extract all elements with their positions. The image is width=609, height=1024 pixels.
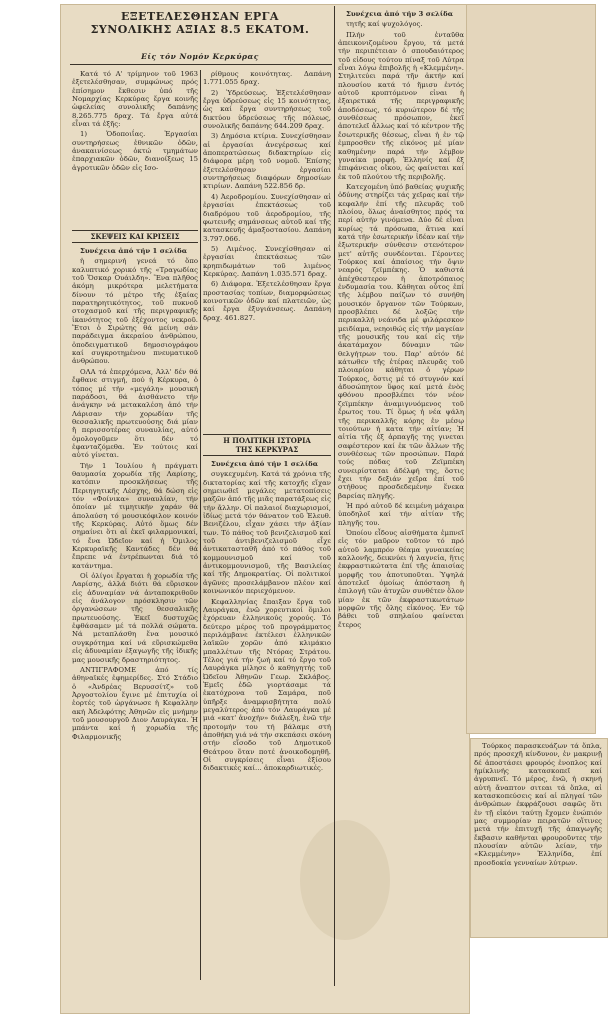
- article-paragraph: ρίθμους κοινότητας. Δαπάνη 1.771.055 δραχ.: [203, 70, 331, 87]
- section-heading: ΣΚΕΨΕΙΣ ΚΑΙ ΚΡΙΣΕΙΣ: [72, 230, 198, 243]
- headline-line-2: ΣΥΝΟΛΙΚΗΣ ΑΞΙΑΣ 8.5 ΕΚΑΤΟΜ.: [90, 23, 310, 36]
- article-paragraph: 6) Διάφορα. Ἐξετελέσθησαν ἔργα προστασίας τοπίων, διαμορφώσεως κοινοτικῶν ὁδῶν καί πλατειῶν, ὡς καί ἔργα ἐξυγιάνσεως. Δαπάνη δραχ. 461.827.: [203, 280, 331, 322]
- article-paragraph: ΑΝΤΙΓΡΑΦΟΜΕ ἀπό τίς ἀθηναϊκές ἐφημερίδες. Στό Στάδιο ὁ «Ἀνδρέας Βερυσσίτζ» τοῦ Ἀργοστολίου ἔγινε μέ ἐπιτυχία οἱ ἑορτές τοῦ ὠργάνωσε ἡ Κεφαλλην ακή Ἀδελφότης Ἀθηνῶν εἰς μνήμην τοῦ μουσουργοῦ Διον Λαυράγκα. Ἡ μπάντα καί ἡ χορωδία τῆς Φιλαρμονικῆς: [72, 665, 198, 741]
- article-works-column-1: [72, 70, 198, 230]
- article-paragraph: Κεφαλληνίας ἔπαιξαν ἔργα τοῦ Λαυράγκα, ἐνῶ χορευτικοί ὅμιλοι ἐχόρευαν ἑλληνικούς χορούς. Τό δεύτερο μέρος τοῦ προγράμματος περιλάμβανε ἐκτέλεσι ἑλληνικῶν λαϊκῶν χορῶν ἀπό κλιμάκιο μπαλλέτων τῆς Ντόρας Στράτου. Τέλος γιά τήν ζωή καί τό ἔργο τοῦ Λαυράγκα μίλησε ὁ καθηγητής τοῦ Ὠδεῖου Ἀθηνῶν Γεωρ. Σκλάβος. Ἐμεῖς ἐδῶ γιορτάσαμε τά ἑκατόχρονα τοῦ Σαμάρα, ποῦ ὑπῆρξε ἀναμφισβήτητα πολύ μεγαλύτερος ἀπό τόν Λαυράγκα μέ μιά «κατ' ἀνοχήν» διάλεξη, ἐνῶ τήν προτομήν του τή βάλαμε στή ἀποθήκη γιά νά τήν σκεπάσει σκόνη στήν εἴσοδο τοῦ Δημοτικοῦ Θεάτρου ὅταν ποτέ ἀνοικοδομηθῆ. Οἱ συγκρίσεις εἶναι ἐξίσου διδακτικές καί... ἀποκαρδιωτικές.: [203, 597, 331, 773]
- article-paragraph: 5) Λιμένος. Συνεχίσθησαν αἱ ἐργασίαι ἐπεκτάσεως τῶν κρηπιδωμάτων τοῦ λιμένος Κερκύρας. Δαπάνη 1.035.571 δραχ.: [203, 244, 331, 278]
- article-paragraph: Τούρκος παρασκευάζων τά ὅπλα, πρός προσεχῆ κίνδυνον, ἐν μακρινῇ δέ ἀποστάσει φρουρός ἐνοπλος καί ἡμίκλινής κατασκοπεῖ καί ἀγρυπνεῖ. Τό μέρος, ἐνῶ, ἡ σκηνή αὐτή ἄναπτον σιτεαι τά ὅπλα, αἱ κατασκοπεύσεις καί αἱ πληγαί τῶν ἀνθρώπων ἐκφράζουσι σαφῶς ὅτι ἐν τῇ εἰκόνι ταύτῃ ἔχομεν ἐνώπιόν μας συμμορίαν πειρατῶν οἵτινες μετά τήν ἐπιτυχῆ τῆς ἀπαγωγῆς ἔκβασιν καθήνται φρουροῦντες τήν πλουσίαν αὐτῶν λείαν, τήν «Κλεμμένην» Ἑλληνίδα, ἐπί προσδοκία γενναίων λύτρων.: [474, 742, 602, 867]
- article-paragraph: ἡ σημερινή γενεά τό ὅπο καλυπτικό χορικό τῆς «Τραγωδίας τοῦ Ὄσκαρ Ουάιλδη». Ἕνα πλῆθος ἀκόμη μικρότερα μελετήματα δίνουν τό μέτρο τῆς ἐξαίας παρατηρητικότητος, τοῦ πυκνοῦ στοχασμοῦ καί τῆς περιγραφικῆς ἱκανότητος τοῦ ἐξέχοντος νεκροῦ. Ἔτσι ὁ Σιρώτης θά μείνη σάν παράδειγμα ἀκεραίου ἀνθρώπου, ὁποδειγματικοῦ δημοσιογράφου καί συγκροτημένου πνευματικοῦ ἀνθρώπου.: [72, 257, 198, 366]
- article-paragraph: ΟΛΑ τά ἐπερχόμενα, Ἀλλ' δέν θά ἔφθανε στιγμή, πού ἡ Κέρκυρα, ὁ τόπος μέ τήν «μεγάλη» μουσική παράδοσι, θά ἀισθάνετο τήν ἀνάγκην νά μετακαλέση ἀπό τήν Λάρισαν τήν χορωδίαν τῆς θεσσαλικῆς πρωτευούσης διά μίαν ἤ περισσοτέρας συναυλίας, αὐτό ὁμολογοῦμεν ὅτι δέν τό ἐφανταζόμεθα. Ἐν τούτοις καί αὐτό γίνεται.: [72, 367, 198, 460]
- headline-rule: [70, 64, 332, 65]
- section-heading-line-1: Η ΠΟΛΙΤΙΚΗ ΙΣΤΟΡΙΑ: [223, 436, 311, 445]
- article-paragraph: 2) Ὑδρεύσεως. Ἐξετελέσθησαν ἔργα ὑδρεύσεως εἰς 15 κοινότητας, ὡς καί ἔργα συντηρήσεως τοῦ δικτύου ὑδρεύσεως τῆς πόλεως, συνολικῆς δαπάνης 644.209 δραχ.: [203, 88, 331, 131]
- article-paragraph: Ἡ πρό αὐτοῦ δέ κειμένη μάχαιρα ὑποδηλοῖ καί τήν αἰτίαν τῆς πληγῆς του.: [338, 501, 464, 527]
- article-thoughts-column: [72, 226, 198, 986]
- headline: [70, 10, 330, 36]
- right-newspaper-clipping: [466, 4, 596, 734]
- article-paragraph: Κατεχομένη ὑπό βαθείας ψυχικῆς ὀδύνης στηρίζει τάς χεῖρας καί τήν κεφαλήν ἐπί τῆς πλευρᾶς τοῦ πλοίου, ὅλως ἀναίσθητος πρός τα περί αὐτήν γινόμενα. Δύο δέ εἶναι κυρίως τά πρόσωπα, ἅτινα καί κατά τήν ἐσωτερικήν ἰδέαν καί τήν ἐξωτερικήν σύνθεσιν στενότερον μετ' αὐτῆς συνδέονται. Γέροντες Τούρκος καί ἀπαίσιος τήν ὄψιν νεαρός ζεϊμπέκης. Ὁ καθιστά ἀπέχθεστερον ἡ ἀποτρόπαιος ἐνδυμασία του. Κάθηται οὗτος ἐπί τῆς λέμβου παίζων τό συνήθη μουσικόν ὄργανον τῶν Τούρκων, προσβλέπει δέ λοξῶς τήν περικαλλή νεάνιδα μέ φιλάρεσκον μειδίαμα, νεηοιθώς εἰς τήν μαγείαν τῆς μουσικῆς του καί εἰς τήν ἀκατάμαχον δύναμιν τῶν θελγήτρων του. Παρ' αὐτόν δέ κάτωθεν τῆς ἑτέρας πλευρᾶς τοῦ πλοιαρίου κάθηται ὁ γέρων Τούρκος, ὅστις μέ τό στυγνόν καί ἀδυσώπητον ὕφος καί μετά ἐνὸς φθόνου προσβλέπει τόν νέον ζεϊμπέκην ἀναμιγνυόμενος τοῦ ἔρωτος του. Τί ὅμως ἡ νέα ψάλη τῆς περικαλλῆς κόρης ἐν μέσῳ τοιούτων ἡ κατα τήν αἰτίαν; Ἡ αἰτία τῆς ἐξ ἀρπαγῆς της γινεται σαφέστερον καί ἐκ τῶν ἄλλων τῆς συνθέσεως τῶν προσώπων. Παρά τούς πόδας τοῦ Ζεϊμπέκη συνειρίσταται ἀδέλφή της, ὅστις ἔχει τήν δεξιάν χεῖρα ἐπί τοῦ στήθους προσδεδεμένην ἕνεκα βαρείας πληγῆς.: [338, 182, 464, 500]
- headline-subtitle: Είς τόν Νομόν Κερκύρας: [141, 52, 259, 61]
- column-rule: [200, 70, 201, 980]
- section-heading-line-2: ΤΗΣ ΚΕΡΚΥΡΑΣ: [235, 445, 299, 454]
- article-paragraph: 1) Ὁδοποιΐας. Ἐργασίαι συντηρήσεως ἐθνικῶν ὁδῶν, ἀνακαινίσεως ὀκτώ τμημάτων ἐπαρχιακῶν ὁδῶν, διανοίξεως 15 ἀγροτικῶν ὁδῶν εἰς Ισο-: [72, 130, 198, 172]
- continuation-label: Συνέχεια ἀπό τήν 1 σελίδα: [211, 460, 319, 468]
- article-works-column-2: [203, 70, 331, 430]
- article-paragraph: 4) Ἀεροδρομίου. Συνεχίσθησαν αἱ ἐργασίαι ἐπεκτάσεως τοῦ διαδρόμου τοῦ ἀεροδρομίου, τῆς φωτεινῆς σημάνσεως αὐτοῦ καί τῆς κατασκευῆς ἀμαξοστασίου. Δαπάνη 3.797.066.: [203, 192, 331, 243]
- article-paragraph: Ὁποίου εἶδους αἰσθήματα ἐμπνεῖ εἰς τόν μαῦρον τοῦτον τό πρό αὐτοῦ λαμπρόν θέαμα γυναικείας καλλονῆς, δεικνύει ἡ λαγνεία, ἥτις ἐκφραστικώτατα ἐπί τῆς ἀπαισίας μορφῆς του ἀποτυποῦται. Ὑψηλά ἀποτελεῖ ὁμοίως ἀπόσταση ἡ ἐπιλογή τῶν ἀτυχῶν συνθέτεν ὅλον μίαν ἐκ τῶν ἐκφραστικωτάτων μορφῶν τῆς ὅλης εἰκόνος. Ἐν τῷ βάθει τοῦ σπηλαίου φαίνεται ἕτερος: [338, 528, 464, 629]
- column-rule: [334, 6, 335, 986]
- article-paragraph: τητῆς καί ψυχολόγος.: [346, 20, 423, 29]
- headline-line-1: ΕΞΕΤΕΛΕΣΘΗΣΑΝ ΕΡΓΑ: [121, 10, 279, 23]
- article-painting-continuation: [474, 742, 602, 934]
- section-heading: [203, 434, 331, 456]
- article-paragraph: 3) Δημόσια κτίρια. Συνεχίσθησαν αἱ ἐργασίαι ἀνεγέρσεως καί ἀποπερατώσεως διδακτηρίων εἰς διάφορα μέρη τοῦ νομοῦ. Ἐπίσης ἐξετελέσθησαν ἐργασίαι συντηρήσεως διαφόρων δημοσίων κτιρίων. Δαπάνη 522.856 δρ.: [203, 132, 331, 191]
- continuation-label: Συνέχεια ἀπό τήν 3 σελίδα: [346, 10, 454, 18]
- article-paragraph: Τήν 1 Ἰουλίου ἡ πράγματι θαυμασία χορωδία τῆς Λαρίσης, κατόπιν προσκλήσεως τῆς Περιηγητικῆς Λέσχης, θά δώση εἰς τόν «Φοίνικα» συναυλίαν, τήν ὁποίαν μέ τιμητικήν χαράν θά ἀπολαύση τό μουσικόφιλον κοινόν τῆς Κερκύρας. Αὐτό ὅμως δέν σημαίνει ὅτι αἱ ἐκεῖ φιλαρμονικαί, τό ἔνα Ὠδεῖον καί ἡ Ὁμιλος Κερκυραϊκῆς Καντάδες δέν θά ἔπρεπε νά ἐντρέπωνται διά τό κατάντημα.: [72, 461, 198, 570]
- article-paragraph: Κατά τό Α' τρίμηνον τοῦ 1963 ἐξετελέσθησαν, συμφώνως πρός ἐπίσημον ἔκθεσιν ὑπό τῆς Νομαρχίας Κερκύρας ἔργα κοινῆς ὠφελείας συνολικῆς δαπάνης 8.265.775 δραχ. Τά ἔργα αὐτά εἶναι τά ἑξῆς:: [72, 70, 198, 129]
- continuation-label: Συνέχεια ἀπό τήν 1 σελίδα: [80, 247, 188, 255]
- article-painting-column: [338, 10, 464, 990]
- article-paragraph: Οἱ ὁλίγοι ἔργαται ἡ χορωδία τῆς Λαρίσης, ἀλλά διότι θά εὕρισκον εἰς ἀδυναμίαν νά ἀνταποκριθοῦν εἰς ἀνάλογον πρόσκλησιν τῶν ὀργανώσεων τῆς θεσσαλικῆς πρωτευούσης. Ἐκεῖ δυστυχῶς ἐφθάσαμεν μέ τά πολλά σώματα. Νά μεταπλάσθη ἕνα μουσικό συγκρότημα καί νά εὕρισκώμεθα εἰς ἀδυναμίαν ἐξαγωγῆς τῆς ἰδικῆς μας μουσικῆς δραστηριότητος.: [72, 572, 198, 664]
- article-political-history-column: [203, 430, 331, 990]
- article-paragraph: Πλήν τοῦ ἐνταῦθα ἀπεικονιζομένου ἔργου, τά μετά τήν περιπέτειαν ὁ σπουδαιότερος τοῦ εἰδους τούτου πίναξ τοῦ Λύτρα εἶναι λόγω ἐπιβολῆς ἡ «Κλεμμένη». Στηλιτεύει παρά τῆν ἀκτήν καί πλουσίου κατά τό ἥμισυ ἐντός αὐτοῦ κρυπτόμενον εἰναι ἡ ἐξαιρετικά τῆς περιγραφικῆς ἀποδόσεως, τό κυριώτερον δέ τῆς συνθέσεως πρόσωπον, ἐκεῖ ἀποτελεῖ ἄλλως καί τό κέντρον τῆς ἔσωτερικῆς θέσεως, εἶναι ἡ ἐν τῷ ἐμπροσθεν τῆς εἰκόνος μέ μίαν καθημένην παρά τήν λέμβον γυναίκα μορφή. Ἑλληνίς καί ἐξ ἐπιφάνειας οἴκου, ὡς φαίνεται καί ἐκ τοῦ πλούτου τῆς περιβολῆς.: [338, 30, 464, 181]
- article-paragraph: συγκεχυμένη. Κατά τά χρόνια τῆς δικτατορίας καί τῆς κατοχῆς εἴχαν σημειωθεῖ μεγάλες μετατοπίσεις μαζῶν ἀπό τῆς μιᾶς παρατάξεως εἰς τήν ἄλλην. Οἱ παλαιοί διαχωρισμοί, ἰδίως μετά τόν θάνατον τοῦ Ἐλευθ. Βενιζέλου, εἶχαν χάσει τήν ἀξίαν των. Τό πάθος τοῦ βενιζελισμοῦ καί τοῦ ἀντιβενιζελισμοῦ εἶχε ἀντικατασταθῆ ἀπό τό πάθος τοῦ κομμουνισμοῦ καί τοῦ ἀντικομμουνισμοῦ, τῆς Βασιλείας καί τῆς Δημοκρατίας. Οἱ πολιτικοί ἀγῶνες προσελάμβανον πλέον καί κοινωνικόν περιεχόμενον.: [203, 470, 331, 596]
